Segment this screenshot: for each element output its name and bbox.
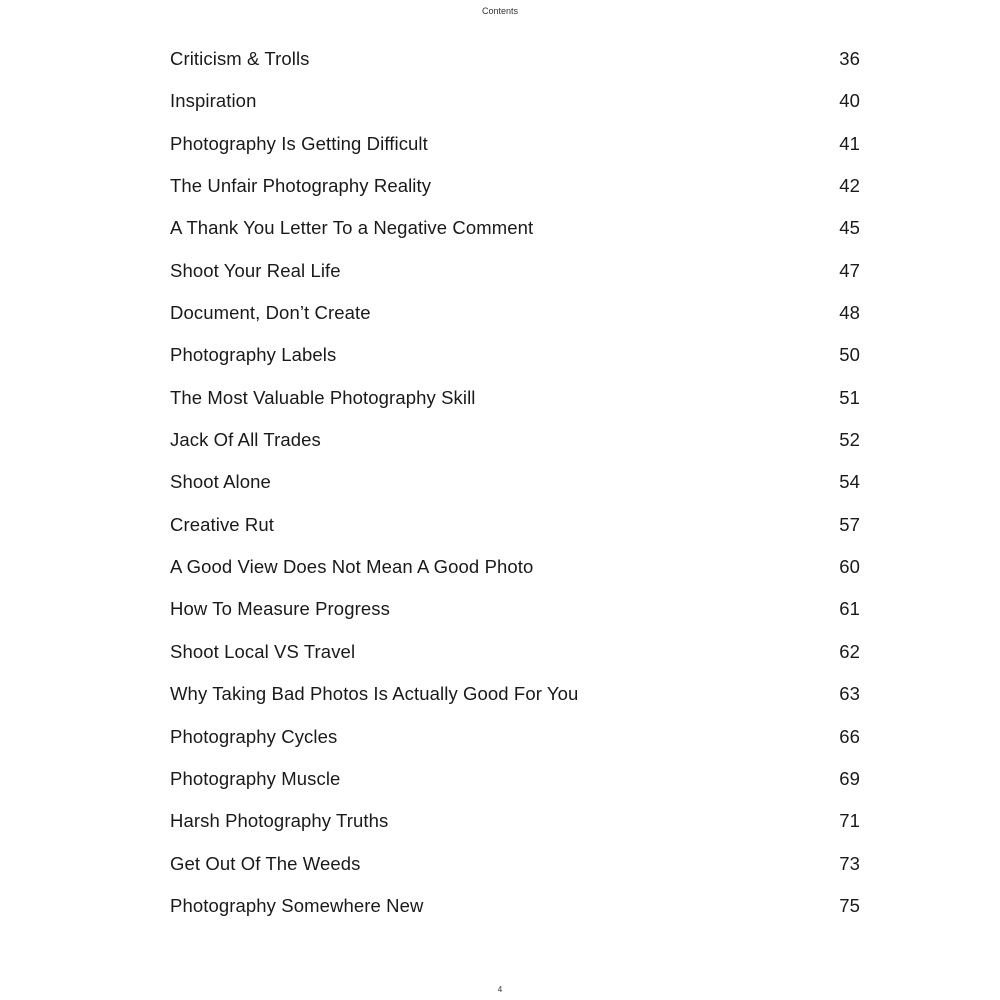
toc-entry-page-number: 52 [839, 429, 860, 451]
toc-entry-title: Photography Cycles [170, 725, 338, 747]
toc-entry-page-number: 66 [839, 725, 860, 747]
toc-entry[interactable] [170, 461, 860, 503]
toc-entry-title: Shoot Alone [170, 471, 271, 493]
toc-entry-page-number: 71 [839, 810, 860, 832]
toc-entry-title: A Good View Does Not Mean A Good Photo [170, 556, 534, 578]
toc-entry-title: Photography Muscle [170, 767, 341, 789]
toc-entry-title: Criticism & Trolls [170, 48, 310, 69]
toc-entry-page-number: 61 [839, 598, 860, 620]
toc-entry-page-number: 48 [839, 302, 860, 324]
toc-entry-title: Shoot Your Real Life [170, 259, 341, 281]
toc-entry-title: Photography Somewhere New [170, 894, 424, 916]
toc-entry-title: Photography Is Getting Difficult [170, 132, 428, 154]
toc-entry-title: Jack Of All Trades [170, 429, 321, 451]
toc-entry-page-number: 54 [839, 471, 860, 493]
toc-entry[interactable] [170, 334, 860, 376]
toc-entry[interactable] [170, 165, 860, 207]
toc-entry-title: Harsh Photography Truths [170, 810, 389, 832]
toc-entry-title: The Unfair Photography Reality [170, 175, 432, 197]
toc-entry-page-number: 45 [839, 217, 860, 239]
toc-entry-title: Shoot Local VS Travel [170, 640, 356, 662]
toc-entry[interactable] [170, 292, 860, 334]
table-of-contents [170, 38, 860, 927]
toc-entry[interactable] [170, 588, 860, 630]
toc-entry[interactable] [170, 758, 860, 800]
toc-entry-page-number: 63 [839, 683, 860, 705]
toc-entry[interactable] [170, 546, 860, 588]
toc-entry-page-number: 50 [839, 344, 860, 366]
toc-entry[interactable] [170, 250, 860, 292]
toc-entry-page-number: 75 [839, 894, 860, 916]
toc-entry-title: Get Out Of The Weeds [170, 852, 361, 874]
toc-entry-title: The Most Valuable Photography Skill [170, 386, 476, 408]
toc-entry-page-number: 73 [839, 852, 860, 874]
toc-entry-title: How To Measure Progress [170, 598, 390, 620]
toc-entry[interactable] [170, 800, 860, 842]
toc-entry-title: Document, Don’t Create [170, 302, 371, 324]
toc-entry-page-number: 36 [839, 48, 860, 69]
toc-entry-title: Creative Rut [170, 513, 275, 535]
page-number: 4 [497, 985, 503, 994]
toc-entry-title: Photography Labels [170, 344, 337, 366]
toc-entry-page-number: 51 [839, 386, 860, 408]
toc-entry-page-number: 62 [839, 640, 860, 662]
toc-entry[interactable] [170, 716, 860, 758]
toc-entry[interactable] [170, 419, 860, 461]
toc-entry[interactable] [170, 38, 860, 80]
toc-entry-page-number: 47 [839, 259, 860, 281]
toc-entry[interactable] [170, 504, 860, 546]
toc-entry-page-number: 42 [839, 175, 860, 197]
toc-entry-title: A Thank You Letter To a Negative Comment [170, 217, 534, 239]
toc-entry-page-number: 41 [839, 132, 860, 154]
toc-entry[interactable] [170, 377, 860, 419]
running-header: Contents [481, 6, 519, 16]
toc-entry[interactable] [170, 80, 860, 122]
toc-entry-page-number: 40 [839, 90, 860, 112]
toc-entry[interactable] [170, 207, 860, 249]
toc-entry[interactable] [170, 673, 860, 715]
toc-entry[interactable] [170, 885, 860, 927]
toc-entry-title: Inspiration [170, 90, 257, 112]
toc-entry-page-number: 69 [839, 767, 860, 789]
toc-entry[interactable] [170, 631, 860, 673]
toc-entry-title: Why Taking Bad Photos Is Actually Good For You [170, 683, 579, 705]
toc-entry[interactable] [170, 843, 860, 885]
toc-entry-page-number: 57 [839, 513, 860, 535]
toc-entry[interactable] [170, 123, 860, 165]
toc-entry-page-number: 60 [839, 556, 860, 578]
